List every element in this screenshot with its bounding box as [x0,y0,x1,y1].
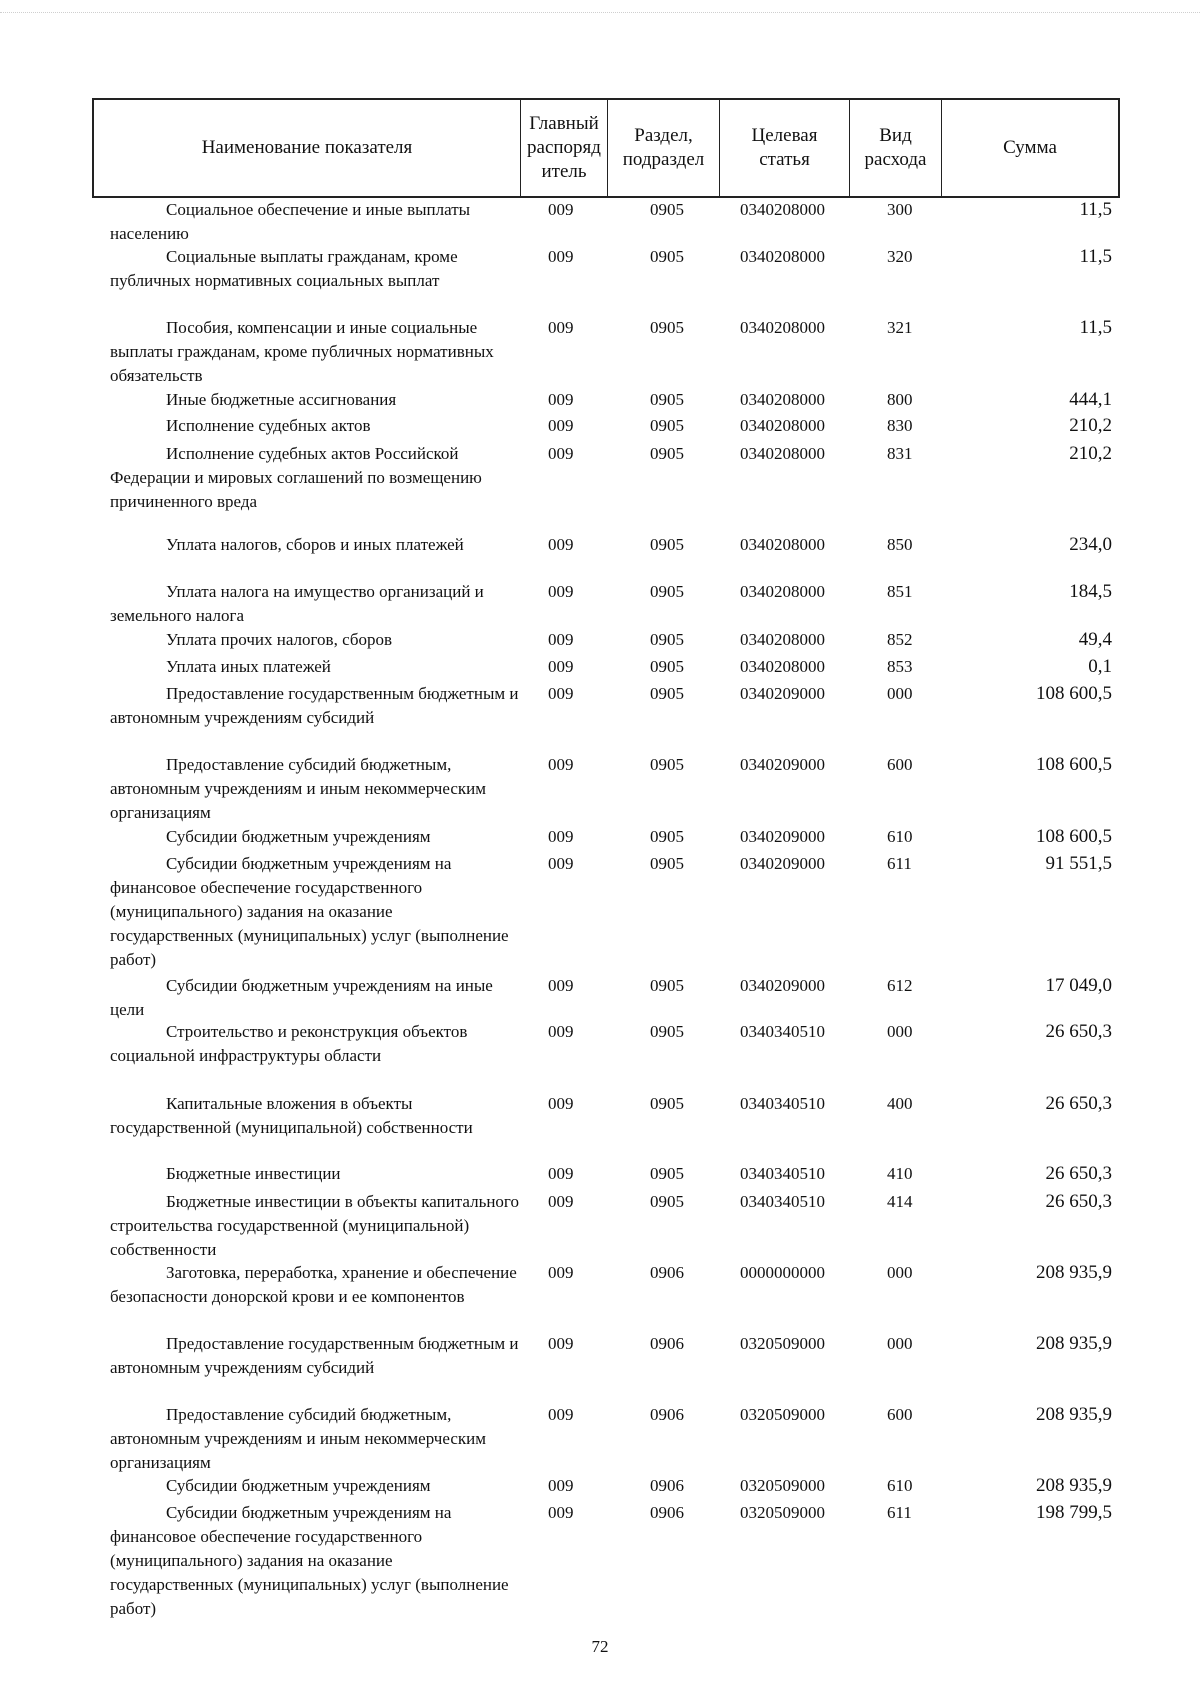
row-name: Уплата прочих налогов, сборов [166,630,392,649]
row-name: Бюджетные инвестиции в объекты капитального строительства государственной (муниципальной) собственности [110,1192,519,1259]
row-glavny: 009 [548,854,574,873]
row-name: Капитальные вложения в объекты государственной (муниципальной) собственности [110,1094,473,1137]
row-vid: 600 [887,755,913,774]
row-glavny: 009 [548,200,574,219]
row-glavny: 009 [548,1164,574,1183]
row-summa: 210,2 [1069,443,1112,464]
row-vid: 853 [887,657,913,676]
row-glavny: 009 [548,1094,574,1113]
row-razdel: 0906 [650,1503,684,1522]
row-summa: 108 600,5 [1036,754,1112,775]
row-razdel: 0905 [650,630,684,649]
row-celevaya: 0000000000 [740,1263,825,1282]
row-vid: 851 [887,582,913,601]
row-vid: 610 [887,1476,913,1495]
header-name: Наименование показателя [94,100,521,196]
row-name: Предоставление государственным бюджетным и автономным учреждениям субсидий [110,1334,519,1377]
row-celevaya: 0340340510 [740,1022,825,1041]
row-glavny: 009 [548,318,574,337]
row-razdel: 0905 [650,318,684,337]
page-number: 72 [591,1637,609,1656]
row-vid: 000 [887,1022,913,1041]
row-celevaya: 0320509000 [740,1503,825,1522]
row-razdel: 0905 [650,854,684,873]
row-celevaya: 0340208000 [740,318,825,337]
row-glavny: 009 [548,657,574,676]
row-glavny: 009 [548,684,574,703]
row-celevaya: 0340208000 [740,582,825,601]
row-name: Заготовка, переработка, хранение и обеспечение безопасности донорской крови и ее компонентов [110,1263,517,1306]
row-name: Субсидии бюджетным учреждениям на иные цели [110,976,493,1019]
row-celevaya: 0320509000 [740,1334,825,1353]
row-name: Социальное обеспечение и иные выплаты населению [110,200,471,243]
row-summa: 17 049,0 [1045,975,1112,996]
row-razdel: 0905 [650,247,684,266]
row-glavny: 009 [548,976,574,995]
row-celevaya: 0340209000 [740,827,825,846]
row-celevaya: 0340209000 [740,976,825,995]
row-name: Субсидии бюджетным учреждениям [166,1476,431,1495]
row-summa: 210,2 [1069,415,1112,436]
row-vid: 000 [887,684,913,703]
table-header [92,98,1120,198]
row-celevaya: 0340209000 [740,854,825,873]
row-glavny: 009 [548,1022,574,1041]
row-summa: 11,5 [1079,317,1112,338]
row-glavny: 009 [548,247,574,266]
row-celevaya: 0320509000 [740,1476,825,1495]
row-razdel: 0905 [650,1164,684,1183]
row-summa: 0,1 [1088,656,1112,677]
row-name: Исполнение судебных актов Российской Федерации и мировых соглашений по возмещению причиненного вреда [110,444,482,511]
row-razdel: 0906 [650,1476,684,1495]
row-celevaya: 0340340510 [740,1164,825,1183]
row-glavny: 009 [548,755,574,774]
row-vid: 610 [887,827,913,846]
row-glavny: 009 [548,630,574,649]
row-vid: 414 [887,1192,913,1211]
row-razdel: 0905 [650,976,684,995]
row-razdel: 0905 [650,827,684,846]
row-vid: 300 [887,200,913,219]
row-glavny: 009 [548,535,574,554]
row-summa: 198 799,5 [1036,1502,1112,1523]
row-summa: 91 551,5 [1045,853,1112,874]
row-glavny: 009 [548,1263,574,1282]
row-vid: 410 [887,1164,913,1183]
row-razdel: 0905 [650,582,684,601]
row-summa: 108 600,5 [1036,683,1112,704]
row-summa: 26 650,3 [1045,1021,1112,1042]
row-razdel: 0906 [650,1263,684,1282]
row-celevaya: 0340209000 [740,684,825,703]
row-celevaya: 0340208000 [740,390,825,409]
row-razdel: 0905 [650,444,684,463]
row-celevaya: 0340208000 [740,535,825,554]
header-vid: Вид расхода [850,100,942,196]
row-glavny: 009 [548,1476,574,1495]
row-razdel: 0906 [650,1405,684,1424]
row-vid: 612 [887,976,913,995]
top-divider [0,12,1200,13]
row-summa: 26 650,3 [1045,1163,1112,1184]
row-summa: 234,0 [1069,534,1112,555]
row-name: Уплата налога на имущество организаций и земельного налога [110,582,484,625]
row-razdel: 0905 [650,390,684,409]
row-vid: 611 [887,1503,912,1522]
row-name: Предоставление субсидий бюджетным, автономным учреждениям и иным некоммерческим организациям [110,1405,486,1472]
row-summa: 184,5 [1069,581,1112,602]
row-name: Уплата налогов, сборов и иных платежей [166,535,464,554]
row-summa: 26 650,3 [1045,1191,1112,1212]
row-vid: 000 [887,1263,913,1282]
row-summa: 11,5 [1079,199,1112,220]
row-celevaya: 0320509000 [740,1405,825,1424]
row-celevaya: 0340208000 [740,247,825,266]
row-summa: 208 935,9 [1036,1475,1112,1496]
row-razdel: 0905 [650,1022,684,1041]
row-razdel: 0905 [650,755,684,774]
row-celevaya: 0340208000 [740,416,825,435]
row-summa: 208 935,9 [1036,1333,1112,1354]
row-vid: 611 [887,854,912,873]
row-celevaya: 0340340510 [740,1192,825,1211]
row-name: Предоставление государственным бюджетным и автономным учреждениям субсидий [110,684,519,727]
row-celevaya: 0340209000 [740,755,825,774]
row-razdel: 0905 [650,1192,684,1211]
row-glavny: 009 [548,444,574,463]
row-vid: 830 [887,416,913,435]
row-razdel: 0905 [650,535,684,554]
row-name: Субсидии бюджетным учреждениям [166,827,431,846]
row-summa: 444,1 [1069,389,1112,410]
row-glavny: 009 [548,1192,574,1211]
row-vid: 850 [887,535,913,554]
row-vid: 321 [887,318,913,337]
row-celevaya: 0340208000 [740,630,825,649]
row-summa: 49,4 [1078,629,1112,650]
row-summa: 11,5 [1079,246,1112,267]
row-name: Пособия, компенсации и иные социальные выплаты гражданам, кроме публичных нормативных обязательств [110,318,494,385]
row-name: Социальные выплаты гражданам, кроме публичных нормативных социальных выплат [110,247,458,290]
row-vid: 400 [887,1094,913,1113]
row-glavny: 009 [548,1405,574,1424]
row-glavny: 009 [548,1334,574,1353]
row-glavny: 009 [548,1503,574,1522]
row-name: Субсидии бюджетным учреждениям на финансовое обеспечение государственного (муниципального) задания на оказание государственных (муниципальных) услуг (выполнение работ) [110,1503,509,1618]
row-vid: 000 [887,1334,913,1353]
row-name: Предоставление субсидий бюджетным, автономным учреждениям и иным некоммерческим организациям [110,755,486,822]
row-razdel: 0905 [650,200,684,219]
row-summa: 208 935,9 [1036,1262,1112,1283]
row-vid: 831 [887,444,913,463]
row-name: Субсидии бюджетным учреждениям на финансовое обеспечение государственного (муниципального) задания на оказание государственных (муниципальных) услуг (выполнение работ) [110,854,509,969]
row-vid: 600 [887,1405,913,1424]
row-name: Бюджетные инвестиции [166,1164,341,1183]
row-name: Иные бюджетные ассигнования [166,390,397,409]
row-vid: 852 [887,630,913,649]
row-glavny: 009 [548,416,574,435]
row-glavny: 009 [548,582,574,601]
header-razdel: Раздел, подраздел [608,100,720,196]
row-summa: 108 600,5 [1036,826,1112,847]
row-glavny: 009 [548,390,574,409]
row-celevaya: 0340208000 [740,444,825,463]
row-celevaya: 0340340510 [740,1094,825,1113]
row-name: Строительство и реконструкция объектов социальной инфраструктуры области [110,1022,468,1065]
row-vid: 320 [887,247,913,266]
row-name: Уплата иных платежей [166,657,331,676]
row-summa: 26 650,3 [1045,1093,1112,1114]
header-celevaya: Целевая статья [720,100,850,196]
row-glavny: 009 [548,827,574,846]
header-summa: Сумма [1003,137,1057,158]
row-razdel: 0906 [650,1334,684,1353]
row-celevaya: 0340208000 [740,200,825,219]
row-vid: 800 [887,390,913,409]
row-razdel: 0905 [650,416,684,435]
row-razdel: 0905 [650,684,684,703]
row-celevaya: 0340208000 [740,657,825,676]
row-summa: 208 935,9 [1036,1404,1112,1425]
row-razdel: 0905 [650,657,684,676]
row-name: Исполнение судебных актов [166,416,371,435]
header-glavny: Главный распоряд итель [521,100,608,196]
row-razdel: 0905 [650,1094,684,1113]
